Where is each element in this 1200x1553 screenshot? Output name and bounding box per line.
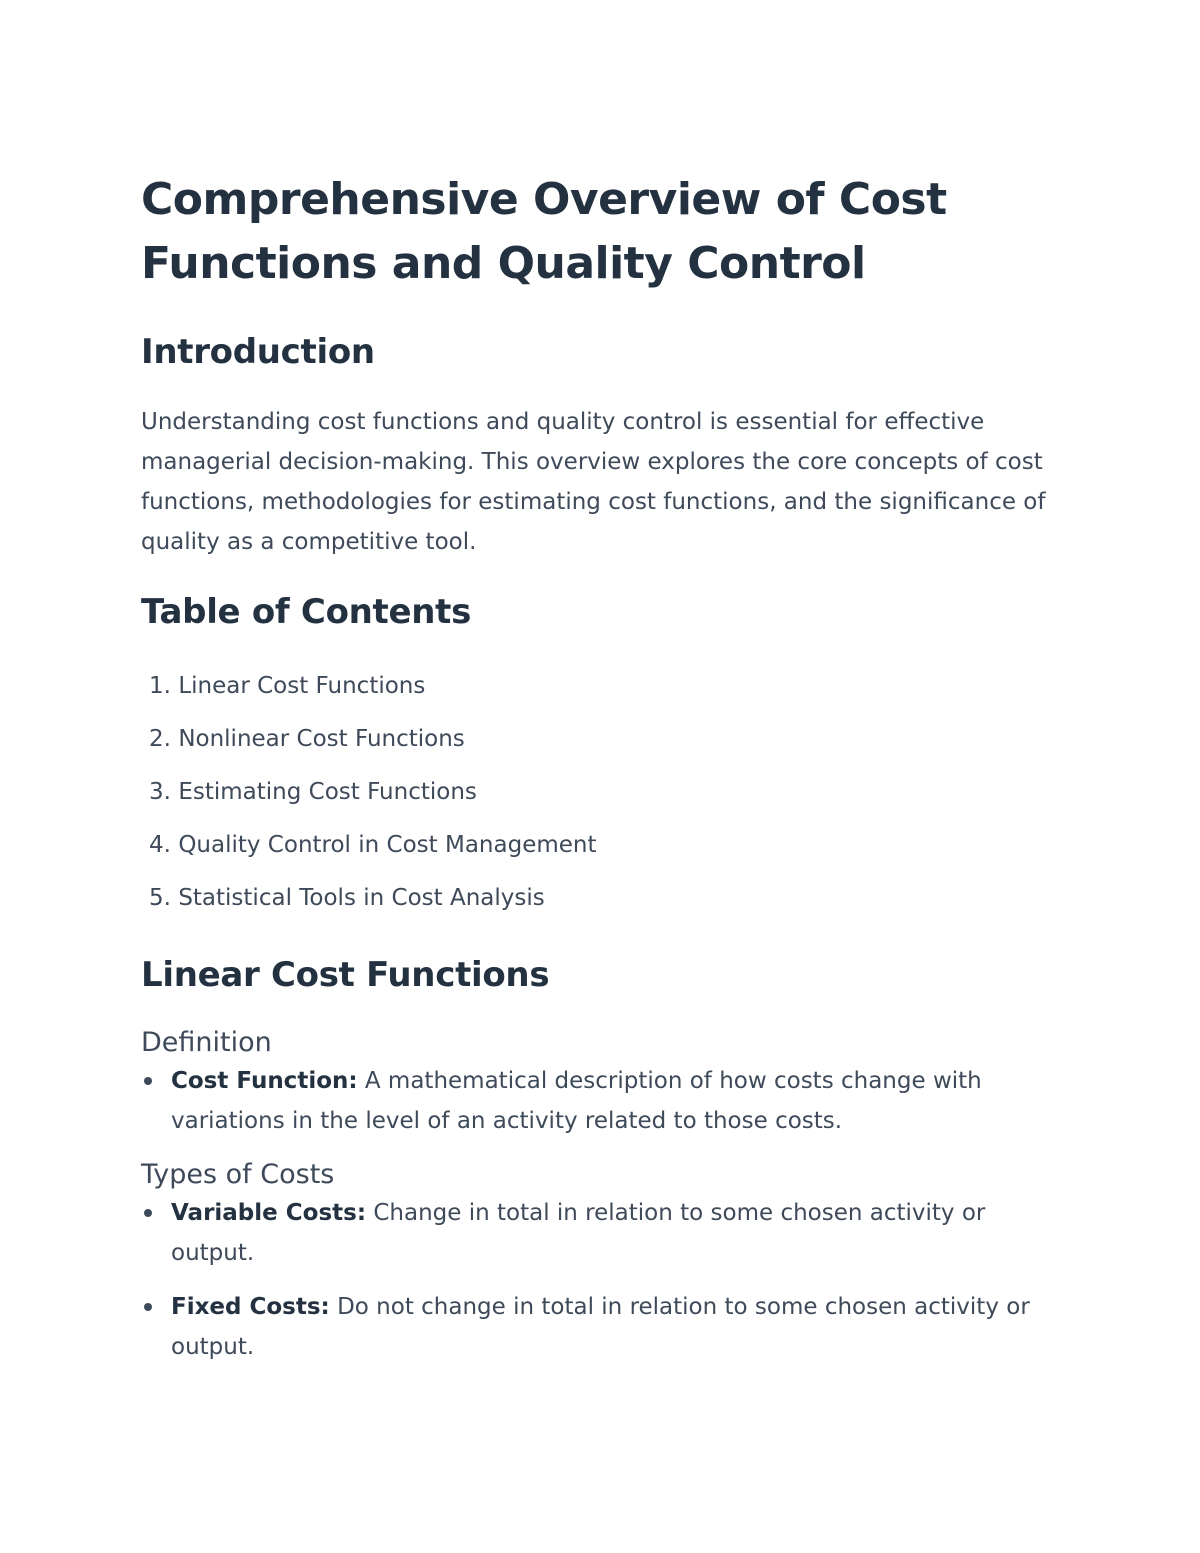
toc-item-label: Nonlinear Cost Functions <box>178 726 465 752</box>
toc-heading: Table of Contents <box>141 592 472 632</box>
types-of-costs-heading: Types of Costs <box>141 1159 335 1190</box>
definition-heading: Definition <box>141 1027 272 1058</box>
term-label: Cost Function: <box>171 1068 358 1094</box>
toc-item-label: Linear Cost Functions <box>178 673 426 699</box>
toc-item <box>141 713 1051 766</box>
types-of-costs-list <box>141 1193 1051 1367</box>
toc-item <box>141 660 1051 713</box>
toc-item-number: 1. <box>149 673 171 699</box>
definition-list <box>141 1061 1051 1141</box>
toc-item-number: 3. <box>149 779 171 805</box>
introduction-paragraph: Understanding cost functions and quality control is essential for effective managerial decision-making. This overview explores the core concepts of cost functions, methodologies for estimating cost functions, and the significance of quality as a competitive tool. <box>141 409 1046 555</box>
list-item <box>141 1061 1051 1141</box>
introduction-heading: Introduction <box>141 332 375 372</box>
linear-cost-functions-heading: Linear Cost Functions <box>141 955 550 995</box>
term-label: Variable Costs: <box>171 1200 367 1226</box>
toc-item-label: Quality Control in Cost Management <box>178 832 597 858</box>
toc-item-number: 5. <box>149 885 171 911</box>
term-description: A mathematical description of how costs change with variations in the level of an activity related to those costs. <box>171 1068 982 1134</box>
list-item <box>141 1287 1051 1367</box>
term-label: Fixed Costs: <box>171 1294 330 1320</box>
toc-item <box>141 819 1051 872</box>
toc-item-number: 2. <box>149 726 171 752</box>
toc-item <box>141 766 1051 819</box>
document-title: Comprehensive Overview of Cost Functions and Quality Control <box>141 174 947 289</box>
toc-list <box>141 660 1051 925</box>
toc-item-label: Statistical Tools in Cost Analysis <box>178 885 545 911</box>
term-description: Change in total in relation to some chosen activity or output. <box>171 1200 986 1266</box>
toc-item <box>141 872 1051 925</box>
toc-item-label: Estimating Cost Functions <box>178 779 477 805</box>
term-description: Do not change in total in relation to some chosen activity or output. <box>171 1294 1030 1360</box>
document-page <box>141 168 1051 1367</box>
list-item <box>141 1193 1051 1273</box>
toc-item-number: 4. <box>149 832 171 858</box>
